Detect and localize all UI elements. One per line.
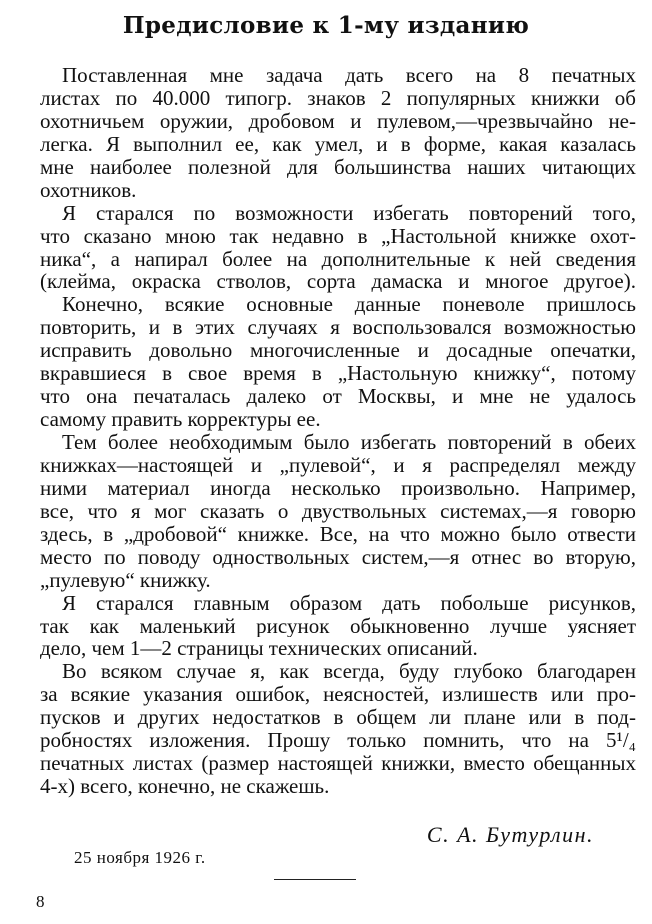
paragraph-2 (40, 202, 636, 294)
page-title: Предисловие к 1-му изданию (122, 12, 530, 39)
text-line: здесь, в „дробовой“ книжке. Все, на что можно было отвести (40, 522, 636, 546)
text-line: за всякие указания ошибок, неясностей, излишеств или про- (40, 683, 636, 707)
paragraph-3 (40, 293, 636, 431)
text-line: Во всяком случае я, как всегда, буду глубоко благодарен (62, 660, 636, 684)
text-line: место по поводу одноствольных систем,—я отнес во вторую, (40, 545, 636, 569)
text-line: робностях изложения. Прошу только помнить, что на 5¹/₄ (40, 729, 636, 753)
date-line: 25 ноября 1926 г. (74, 848, 206, 867)
text-line: охотничьем оружии, дробовом и пулевом,—чрезвычайно не- (40, 109, 636, 133)
text-line: (клейма, окраска стволов, сорта дамаска и многое другое). (40, 270, 636, 294)
text-line: Тем более необходимым было избегать повторений в обеих (62, 431, 636, 454)
preface-body (40, 64, 636, 798)
paragraph-5 (40, 592, 636, 661)
section-divider (274, 879, 356, 880)
text-line: ника“, а напирал более на дополнительные к ней сведения (40, 247, 636, 271)
text-line: что она печаталась далеко от Москвы, и мне не удалось (40, 385, 636, 409)
text-line: листах по 40.000 типогр. знаков 2 популярных книжки об (40, 86, 636, 110)
text-line: печатных листах (размер настоящей книжки, вместо обещанных (40, 752, 636, 776)
text-line: 4-х) всего, конечно, не скажешь. (40, 775, 330, 798)
paragraph-6 (40, 660, 636, 798)
text-line: что сказано мною так недавно в „Настольной книжке охот- (40, 224, 636, 248)
text-line: вкравшиеся в свое время в „Настольную книжку“, потому (40, 362, 636, 386)
text-line: самому править корректуры ее. (40, 408, 321, 431)
text-line: Я старался главным образом дать побольше рисунков, (62, 591, 636, 615)
paragraph-4 (40, 431, 636, 592)
text-line: дело, чем 1—2 страницы технических описаний. (40, 637, 478, 661)
text-line: ними материал иногда несколько произвольно. Например, (40, 476, 636, 500)
author-signature: С. А. Бутурлин. (426, 822, 594, 847)
text-line: книжках—настоящей и „пулевой“, и я распределял между (40, 453, 636, 477)
paragraph-1 (40, 64, 636, 202)
page-number: 8 (36, 892, 45, 911)
text-line: так как маленький рисунок обыкновенно лучше уясняет (40, 614, 636, 638)
text-line: мне наиболее полезной для большинства наших читающих (40, 155, 636, 179)
text-line: повторить, и в этих случаях я воспользовался возможностью (40, 316, 636, 340)
text-line: охотников. (40, 178, 137, 202)
text-line: Поставленная мне задача дать всего на 8 печатных (62, 64, 636, 87)
text-line: легка. Я выполнил ее, как умел, и в форме, какая казалась (40, 132, 636, 156)
text-line: исправить довольно многочисленные и досадные опечатки, (40, 339, 636, 363)
text-line: Конечно, всякие основные данные поневоле пришлось (62, 293, 636, 317)
text-line: „пулевую“ книжку. (40, 568, 211, 592)
text-line: все, что я мог сказать о двуствольных системах,—я говорю (40, 499, 636, 523)
text-line: Я старался по возможности избегать повторений того, (62, 201, 636, 225)
text-line: пусков и других недостатков в общем ли плане или в под- (40, 706, 636, 730)
